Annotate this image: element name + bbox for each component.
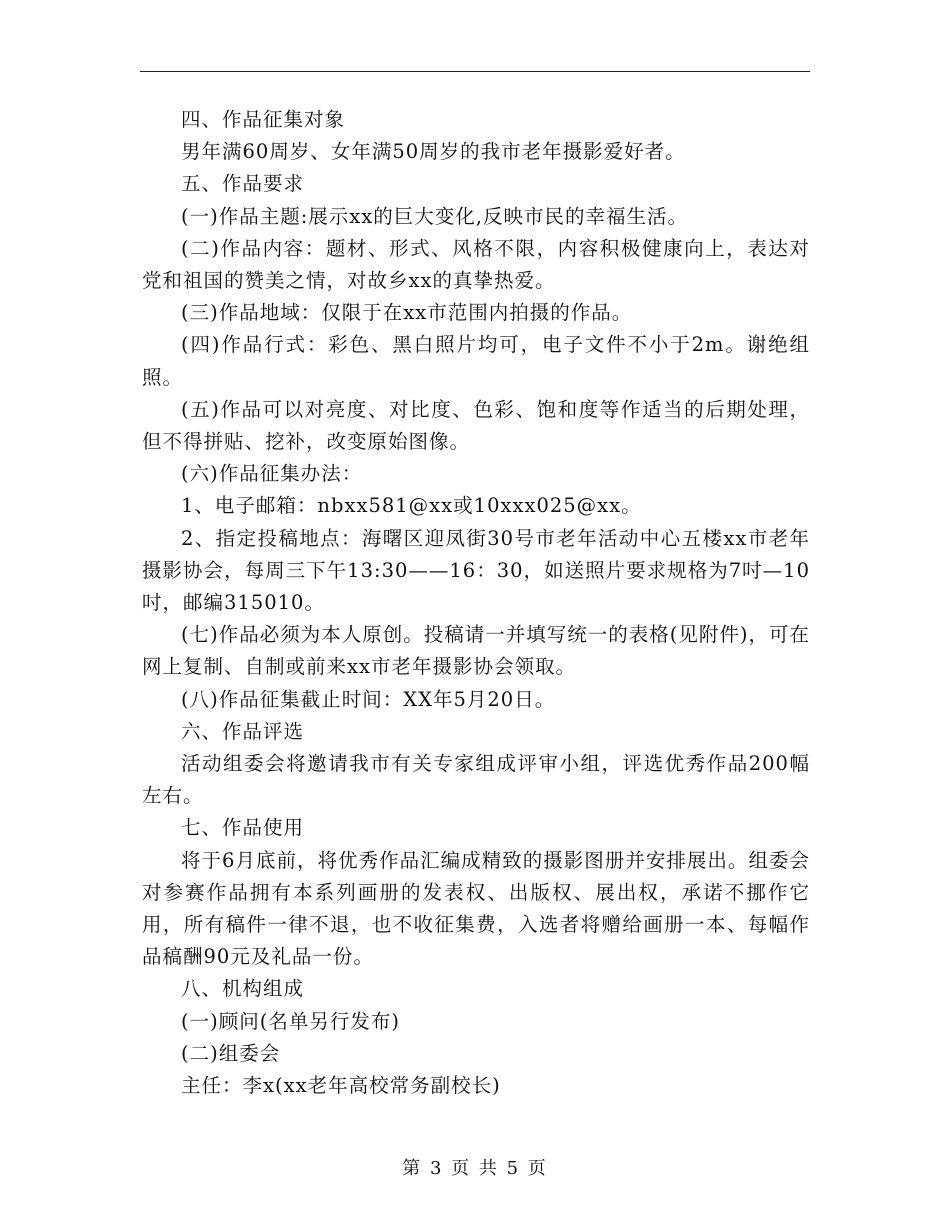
- paragraph-region: (三)作品地域：仅限于在xx市范围内拍摄的作品。: [181, 301, 633, 325]
- paragraph-committee: (二)组委会: [181, 1041, 281, 1065]
- paragraph-advisors: (一)顾问(名单另行发布): [181, 1009, 400, 1033]
- paragraph-theme: (一)作品主题:展示xx的巨大变化,反映市民的幸福生活。: [181, 204, 688, 228]
- paragraph-originality: (七)作品必须为本人原创。投稿请一并填写统一的表格(见附件)，可在网上复制、自制或前来xx市老年摄影协会领取。: [142, 623, 810, 679]
- paragraph-usage: 将于6月底前，将优秀作品汇编成精致的摄影图册并安排展出。组委会对参赛作品拥有本系列画册的发表权、出版权、展出权，承诺不挪作它用，所有稿件一律不退，也不收征集费，入选者将赠给画册一本、每幅作品稿酬90元及礼品一份。: [142, 848, 810, 969]
- section-heading-requirements: 五、作品要求: [181, 172, 305, 196]
- paragraph-deadline: (八)作品征集截止时间：XX年5月20日。: [181, 687, 556, 711]
- paragraph-email: 1、电子邮箱：nbxx581@xx或10xxx025@xx。: [181, 494, 642, 518]
- page-number-footer: 第 3 页 共 5 页: [402, 1158, 548, 1179]
- paragraph-address: 2、指定投稿地点：海曙区迎凤街30号市老年活动中心五楼xx市老年摄影协会，每周三下午13:30——16：30，如送照片要求规格为7吋—10吋，邮编315010。: [142, 526, 810, 615]
- paragraph-eligibility: 男年满60周岁、女年满50周岁的我市老年摄影爱好者。: [181, 140, 686, 164]
- header-rule: [140, 71, 810, 72]
- paragraph-content: (二)作品内容：题材、形式、风格不限，内容积极健康向上，表达对党和祖国的赞美之情，对故乡xx的真挚热爱。: [142, 236, 810, 293]
- paragraph-processing: (五)作品可以对亮度、对比度、色彩、饱和度等作适当的后期处理，但不得拼贴、挖补，改变原始图像。: [142, 397, 810, 454]
- section-heading-usage: 七、作品使用: [181, 816, 305, 840]
- section-heading-collection-target: 四、作品征集对象: [181, 108, 346, 131]
- paragraph-submission-methods: (六)作品征集办法：: [181, 462, 363, 486]
- paragraph-evaluation: 活动组委会将邀请我市有关专家组成评审小组，评选优秀作品200幅左右。: [142, 752, 810, 808]
- paragraph-format: (四)作品行式：彩色、黑白照片均可，电子文件不小于2m。谢绝组照。: [142, 333, 810, 389]
- section-heading-organization: 八、机构组成: [181, 977, 305, 1001]
- paragraph-director: 主任：李x(xx老年高校常务副校长): [181, 1074, 501, 1098]
- section-heading-evaluation: 六、作品评选: [181, 719, 305, 743]
- document-body: [142, 104, 810, 1102]
